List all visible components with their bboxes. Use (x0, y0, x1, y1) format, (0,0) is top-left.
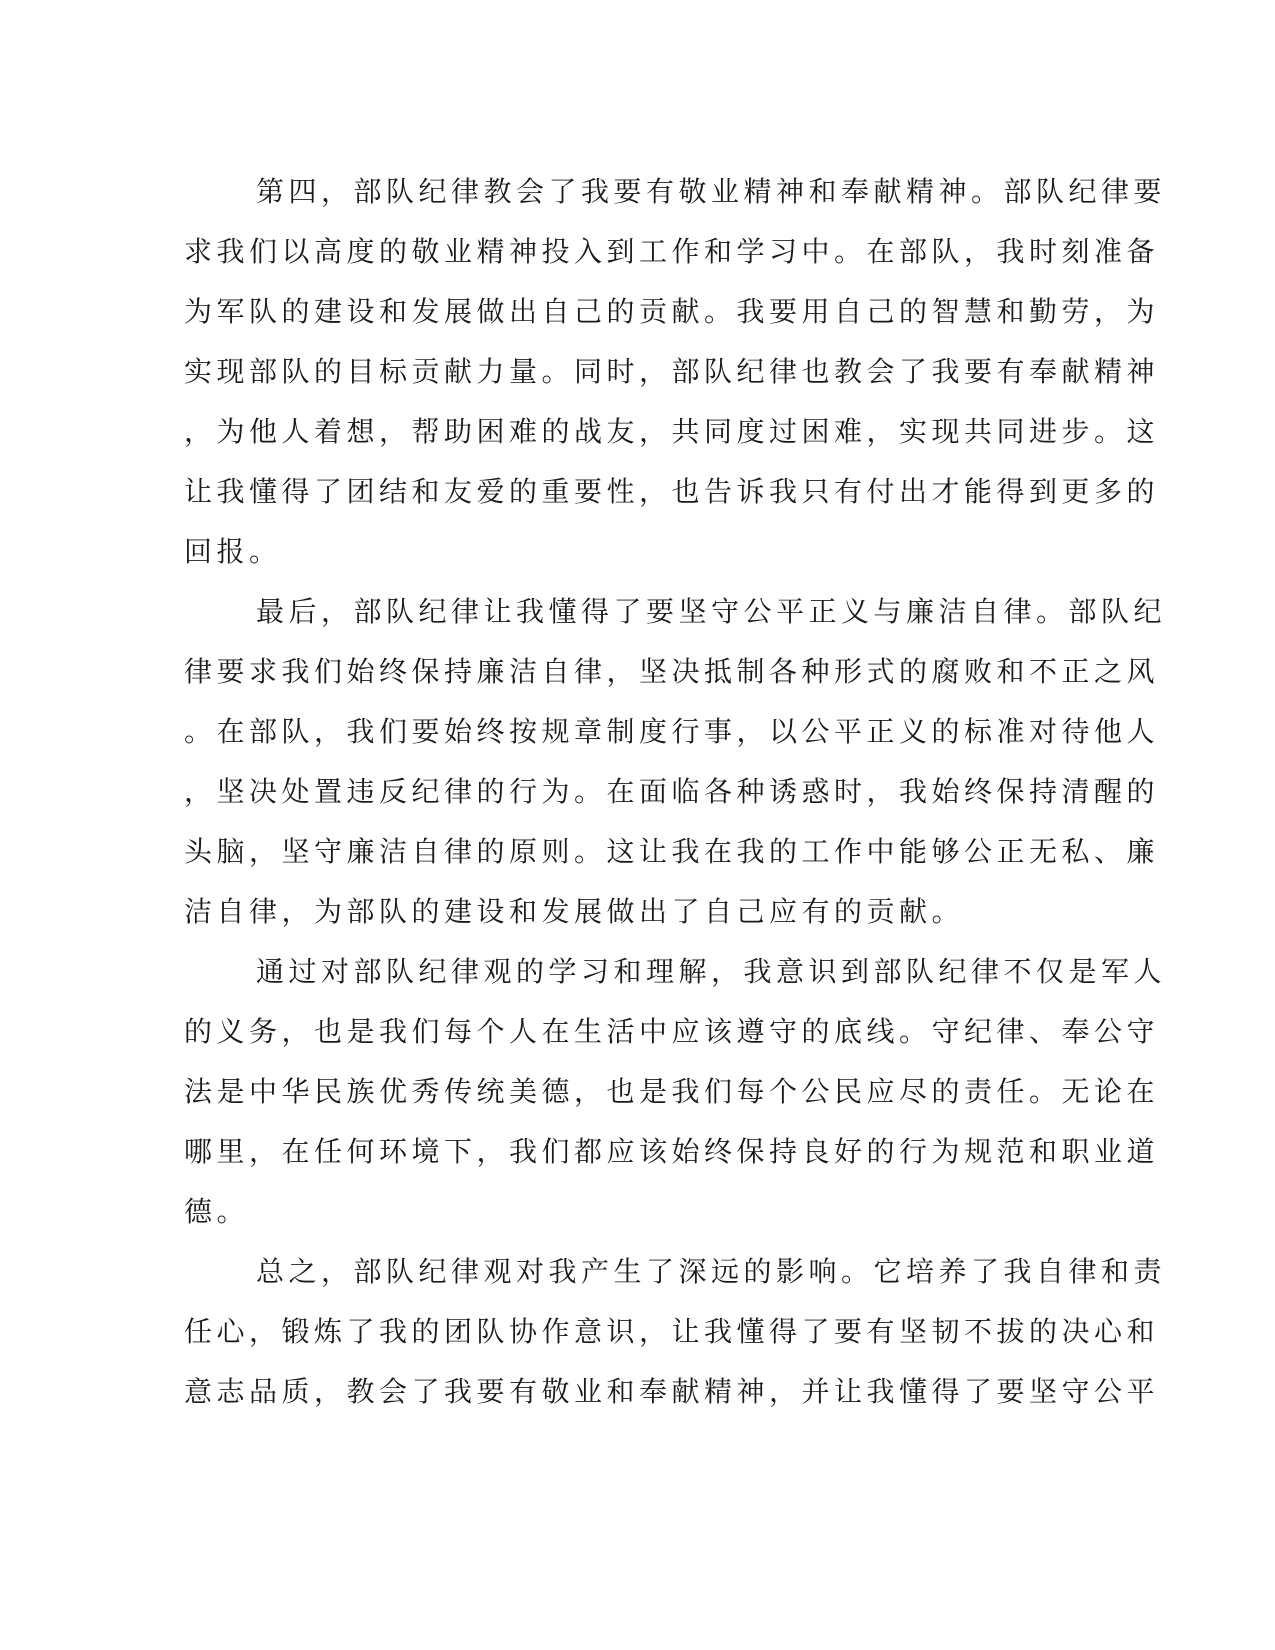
text-line: 。在部队，我们要始终按规章制度行事，以公平正义的标准对待他人 (184, 715, 1160, 748)
text-line: 回报。 (184, 535, 282, 568)
text-line: 第四，部队纪律教会了我要有敬业精神和奉献精神。部队纪律要 (256, 175, 1167, 208)
text-line: 为军队的建设和发展做出自己的贡献。我要用自己的智慧和勤劳，为 (184, 295, 1160, 328)
text-line: 求我们以高度的敬业精神投入到工作和学习中。在部队，我时刻准备 (184, 235, 1160, 268)
paragraph-dedication (184, 162, 1167, 582)
paragraph-understanding (184, 942, 1167, 1242)
text-line: 意志品质，教会了我要有敬业和奉献精神，并让我懂得了要坚守公平 (184, 1375, 1160, 1408)
text-line: 实现部队的目标贡献力量。同时，部队纪律也教会了我要有奉献精神 (184, 355, 1160, 388)
text-line: 律要求我们始终保持廉洁自律，坚决抵制各种形式的腐败和不正之风 (184, 655, 1160, 688)
document-body (184, 162, 1167, 1422)
text-line: 任心，锻炼了我的团队协作意识，让我懂得了要有坚韧不拔的决心和 (184, 1315, 1160, 1348)
text-line: 洁自律，为部队的建设和发展做出了自己应有的贡献。 (184, 895, 965, 928)
text-line: ，为他人着想，帮助困难的战友，共同度过困难，实现共同进步。这 (184, 415, 1160, 448)
paragraph-integrity (184, 582, 1167, 942)
text-line: 让我懂得了团结和友爱的重要性，也告诉我只有付出才能得到更多的 (184, 475, 1160, 508)
text-line: 最后，部队纪律让我懂得了要坚守公平正义与廉洁自律。部队纪 (256, 595, 1167, 628)
text-line: 头脑，坚守廉洁自律的原则。这让我在我的工作中能够公正无私、廉 (184, 835, 1160, 868)
text-line: 通过对部队纪律观的学习和理解，我意识到部队纪律不仅是军人 (256, 955, 1167, 988)
text-line: 总之，部队纪律观对我产生了深远的影响。它培养了我自律和责 (256, 1255, 1167, 1288)
text-line: ，坚决处置违反纪律的行为。在面临各种诱惑时，我始终保持清醒的 (184, 775, 1160, 808)
text-line: 的义务，也是我们每个人在生活中应该遵守的底线。守纪律、奉公守 (184, 1015, 1160, 1048)
paragraph-conclusion (184, 1242, 1167, 1422)
text-line: 德。 (184, 1195, 250, 1228)
text-line: 哪里，在任何环境下，我们都应该始终保持良好的行为规范和职业道 (184, 1135, 1160, 1168)
text-line: 法是中华民族优秀传统美德，也是我们每个公民应尽的责任。无论在 (184, 1075, 1160, 1108)
